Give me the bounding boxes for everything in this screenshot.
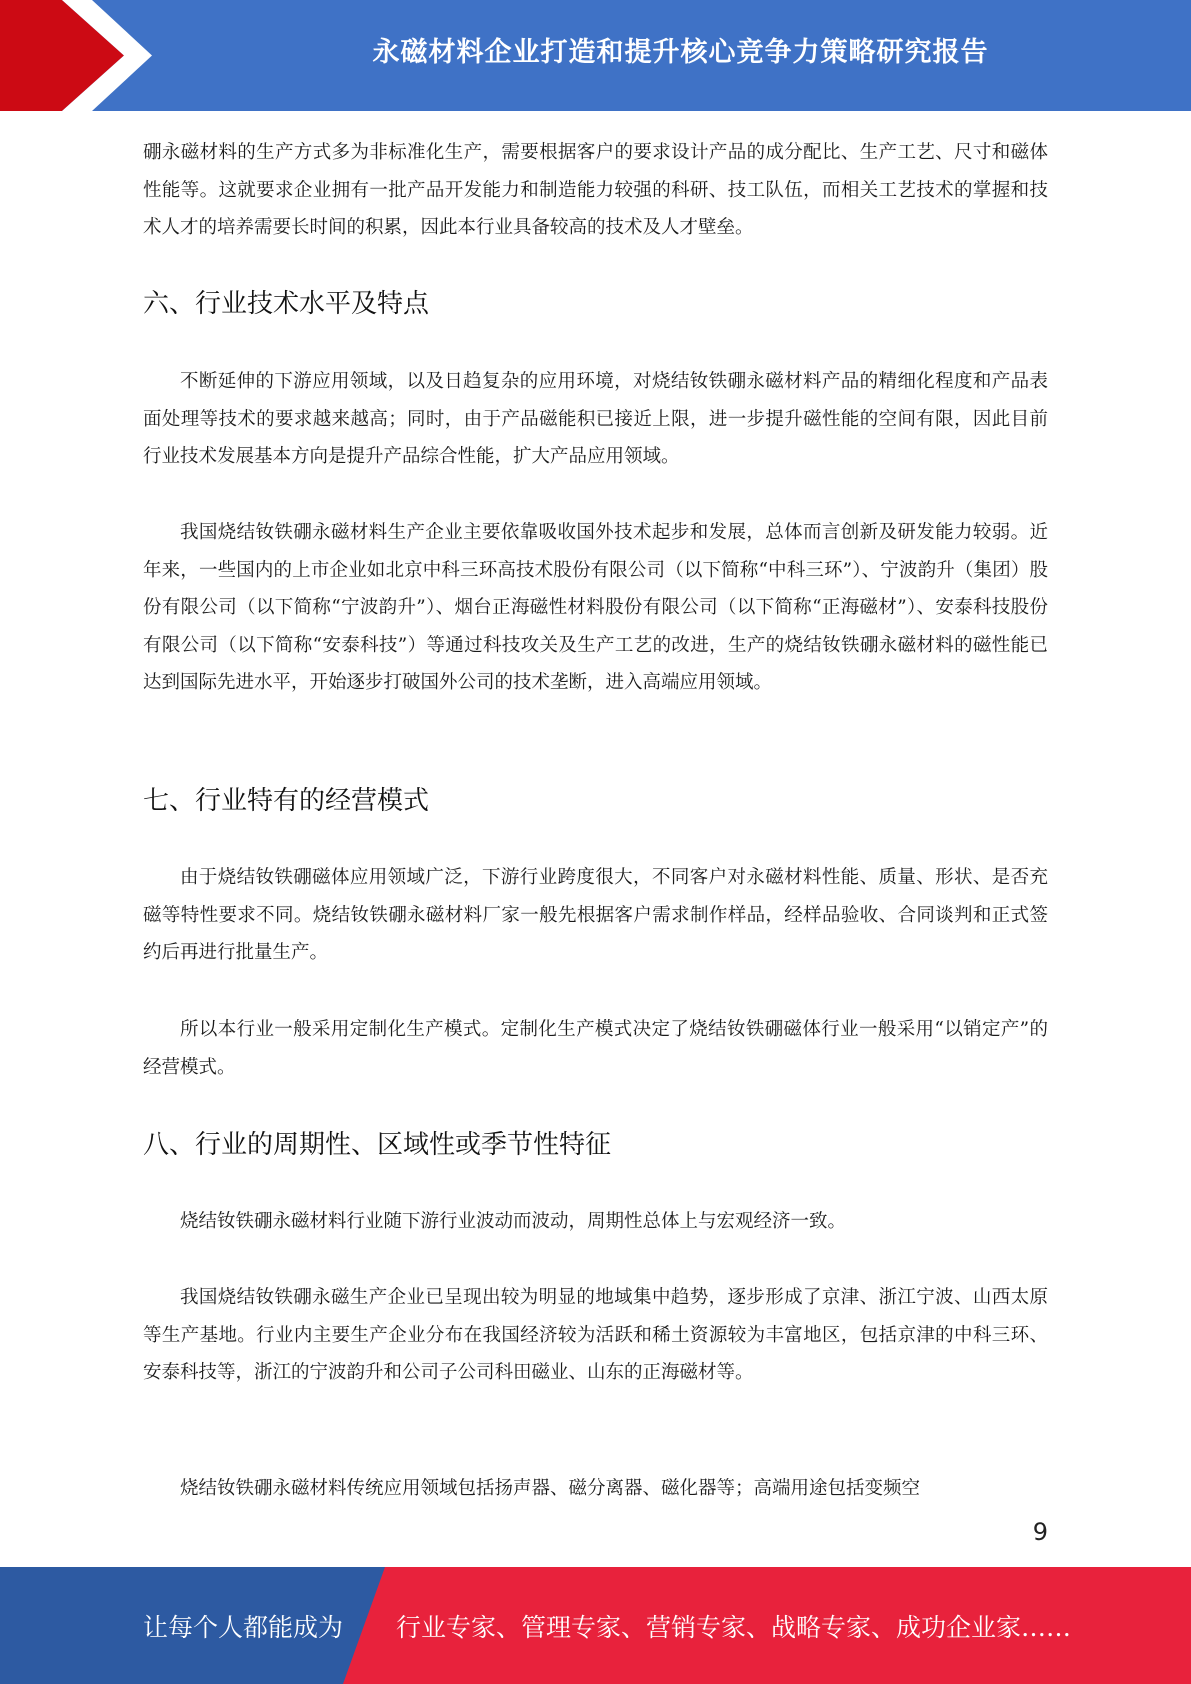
paragraph: 我国烧结钕铁硼永磁材料生产企业主要依靠吸收国外技术起步和发展，总体而言创新及研发能力较弱。近年来，一些国内的上市企业如北京中科三环高技术股份有限公司（以下简称“中科三环”）、宁波韵升（集团）股份有限公司（以下简称“宁波韵升”）、烟台正海磁性材料股份有限公司（以下简称“正海磁材”）、安泰科技股份有限公司（以下简称“安泰科技”）等通过科技攻关及生产工艺的改进，生产的烧结钕铁硼永磁材料的磁性能已达到国际先进水平，开始逐步打破国外公司的技术垄断，进入高端应用领域。 xyxy=(143,522,1048,694)
paragraph: 硼永磁材料的生产方式多为非标准化生产，需要根据客户的要求设计产品的成分配比、生产工艺、尺寸和磁体性能等。这就要求企业拥有一批产品开发能力和制造能力较强的科研、技工队伍，而相关工艺技术的掌握和技术人才的培养需要长时间的积累，因此本行业具备较高的技术及人才壁垒。 xyxy=(143,142,1048,239)
paragraph: 我国烧结钕铁硼永磁生产企业已呈现出较为明显的地域集中趋势，逐步形成了京津、浙江宁波、山西太原等生产基地。行业内主要生产企业分布在我国经济较为活跃和稀土资源较为丰富地区，包括京津的中科三环、安泰科技等，浙江的宁波韵升和公司子公司科田磁业、山东的正海磁材等。 xyxy=(143,1287,1048,1384)
footer-slogan-right: 行业专家、管理专家、营销专家、战略专家、成功企业家…… xyxy=(396,1613,1072,1642)
section-heading-7: 七、行业特有的经营模式 xyxy=(143,786,430,816)
page-number: 9 xyxy=(1032,1518,1048,1546)
paragraph: 由于烧结钕铁硼磁体应用领域广泛，下游行业跨度很大，不同客户对永磁材料性能、质量、形状、是否充磁等特性要求不同。烧结钕铁硼永磁材料厂家一般先根据客户需求制作样品，经样品验收、合同谈判和正式签约后再进行批量生产。 xyxy=(143,867,1048,964)
paragraph: 不断延伸的下游应用领域，以及日趋复杂的应用环境，对烧结钕铁硼永磁材料产品的精细化程度和产品表面处理等技术的要求越来越高；同时，由于产品磁能积已接近上限，进一步提升磁性能的空间有限，因此目前行业技术发展基本方向是提升产品综合性能，扩大产品应用领域。 xyxy=(143,371,1048,468)
section-heading-6: 六、行业技术水平及特点 xyxy=(143,289,430,319)
paragraph: 烧结钕铁硼永磁材料传统应用领域包括扬声器、磁分离器、磁化器等；高端用途包括变频空 xyxy=(180,1478,921,1499)
report-title: 永磁材料企业打造和提升核心竞争力策略研究报告 xyxy=(372,37,989,68)
paragraph: 所以本行业一般采用定制化生产模式。定制化生产模式决定了烧结钕铁硼磁体行业一般采用“以销定产”的经营模式。 xyxy=(143,1019,1048,1078)
paragraph: 烧结钕铁硼永磁材料行业随下游行业波动而波动，周期性总体上与宏观经济一致。 xyxy=(180,1211,847,1232)
page-footer xyxy=(0,1567,1191,1684)
section-heading-8: 八、行业的周期性、区域性或季节性特征 xyxy=(143,1130,612,1160)
footer-slogan-left: 让每个人都能成为 xyxy=(143,1613,344,1642)
page-header xyxy=(0,0,1191,111)
